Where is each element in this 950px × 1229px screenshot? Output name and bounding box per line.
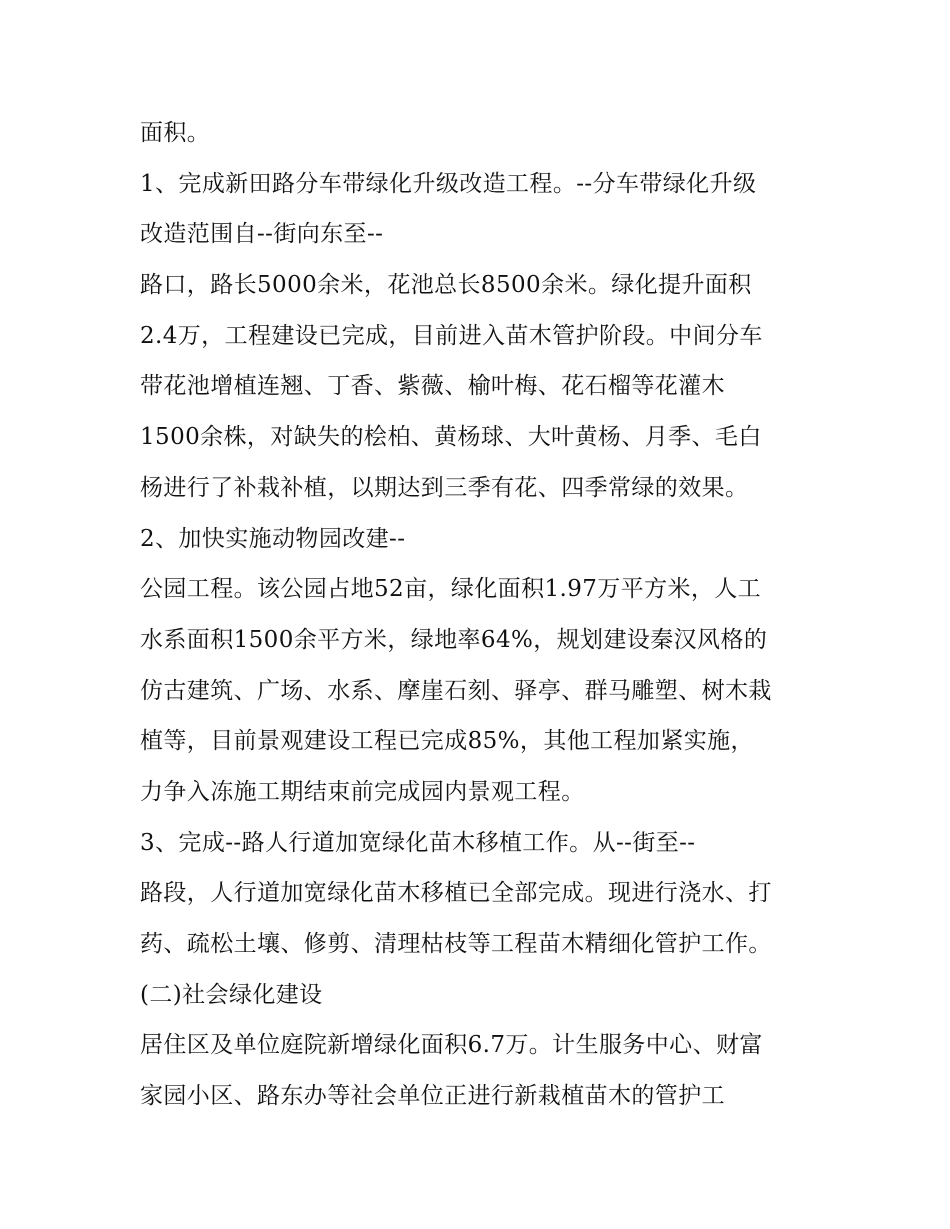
text-line: 带花池增植连翘、丁香、紫薇、榆叶梅、花石榴等花灌木 (140, 373, 725, 400)
text-line: 3、完成--路人行道加宽绿化苗木移植工作。从--街至-- (140, 829, 696, 856)
text-line: 2.4万，工程建设已完成，目前进入苗木管护阶段。中间分车 (140, 322, 763, 349)
text-line: 1、完成新田路分车带绿化升级改造工程。--分车带绿化升级 (140, 170, 757, 197)
text-line: 水系面积1500余平方米，绿地率64%，规划建设秦汉风格的 (140, 626, 768, 653)
text-line: 公园工程。该公园占地52亩，绿化面积1.97万平方米，人工 (140, 576, 762, 603)
text-line: 2、加快实施动物园改建-- (140, 525, 406, 552)
text-line: 杨进行了补栽补植，以期达到三季有花、四季常绿的效果。 (140, 474, 749, 501)
text-line: 居住区及单位庭院新增绿化面积6.7万。计生服务中心、财富 (140, 1032, 763, 1059)
text-line: 力争入冻施工期结束前完成园内景观工程。 (140, 778, 585, 805)
text-line: 1500余株，对缺失的桧柏、黄杨球、大叶黄杨、月季、毛白 (140, 424, 762, 451)
text-line: 药、疏松土壤、修剪、清理枯枝等工程苗木精细化管护工作。 (140, 931, 772, 957)
text-line: 路口，路长5000余米，花池总长8500余米。绿化提升面积 (140, 272, 752, 299)
section-heading: (二)社会绿化建设 (140, 981, 323, 1008)
text-line: 面积。 (140, 120, 211, 146)
text-line: 改造范围自--街向东至-- (140, 221, 384, 248)
text-line: 路段，人行道加宽绿化苗木移植已全部完成。现进行浇水、打 (140, 880, 772, 907)
body-text (140, 108, 830, 1122)
text-line: 仿古建筑、广场、水系、摩崖石刻、驿亭、群马雕塑、树木栽 (140, 677, 772, 704)
text-line: 家园小区、路东办等社会单位正进行新栽植苗木的管护工 (140, 1083, 725, 1110)
text-line: 植等，目前景观建设工程已完成85%，其他工程加紧实施， (140, 728, 754, 755)
